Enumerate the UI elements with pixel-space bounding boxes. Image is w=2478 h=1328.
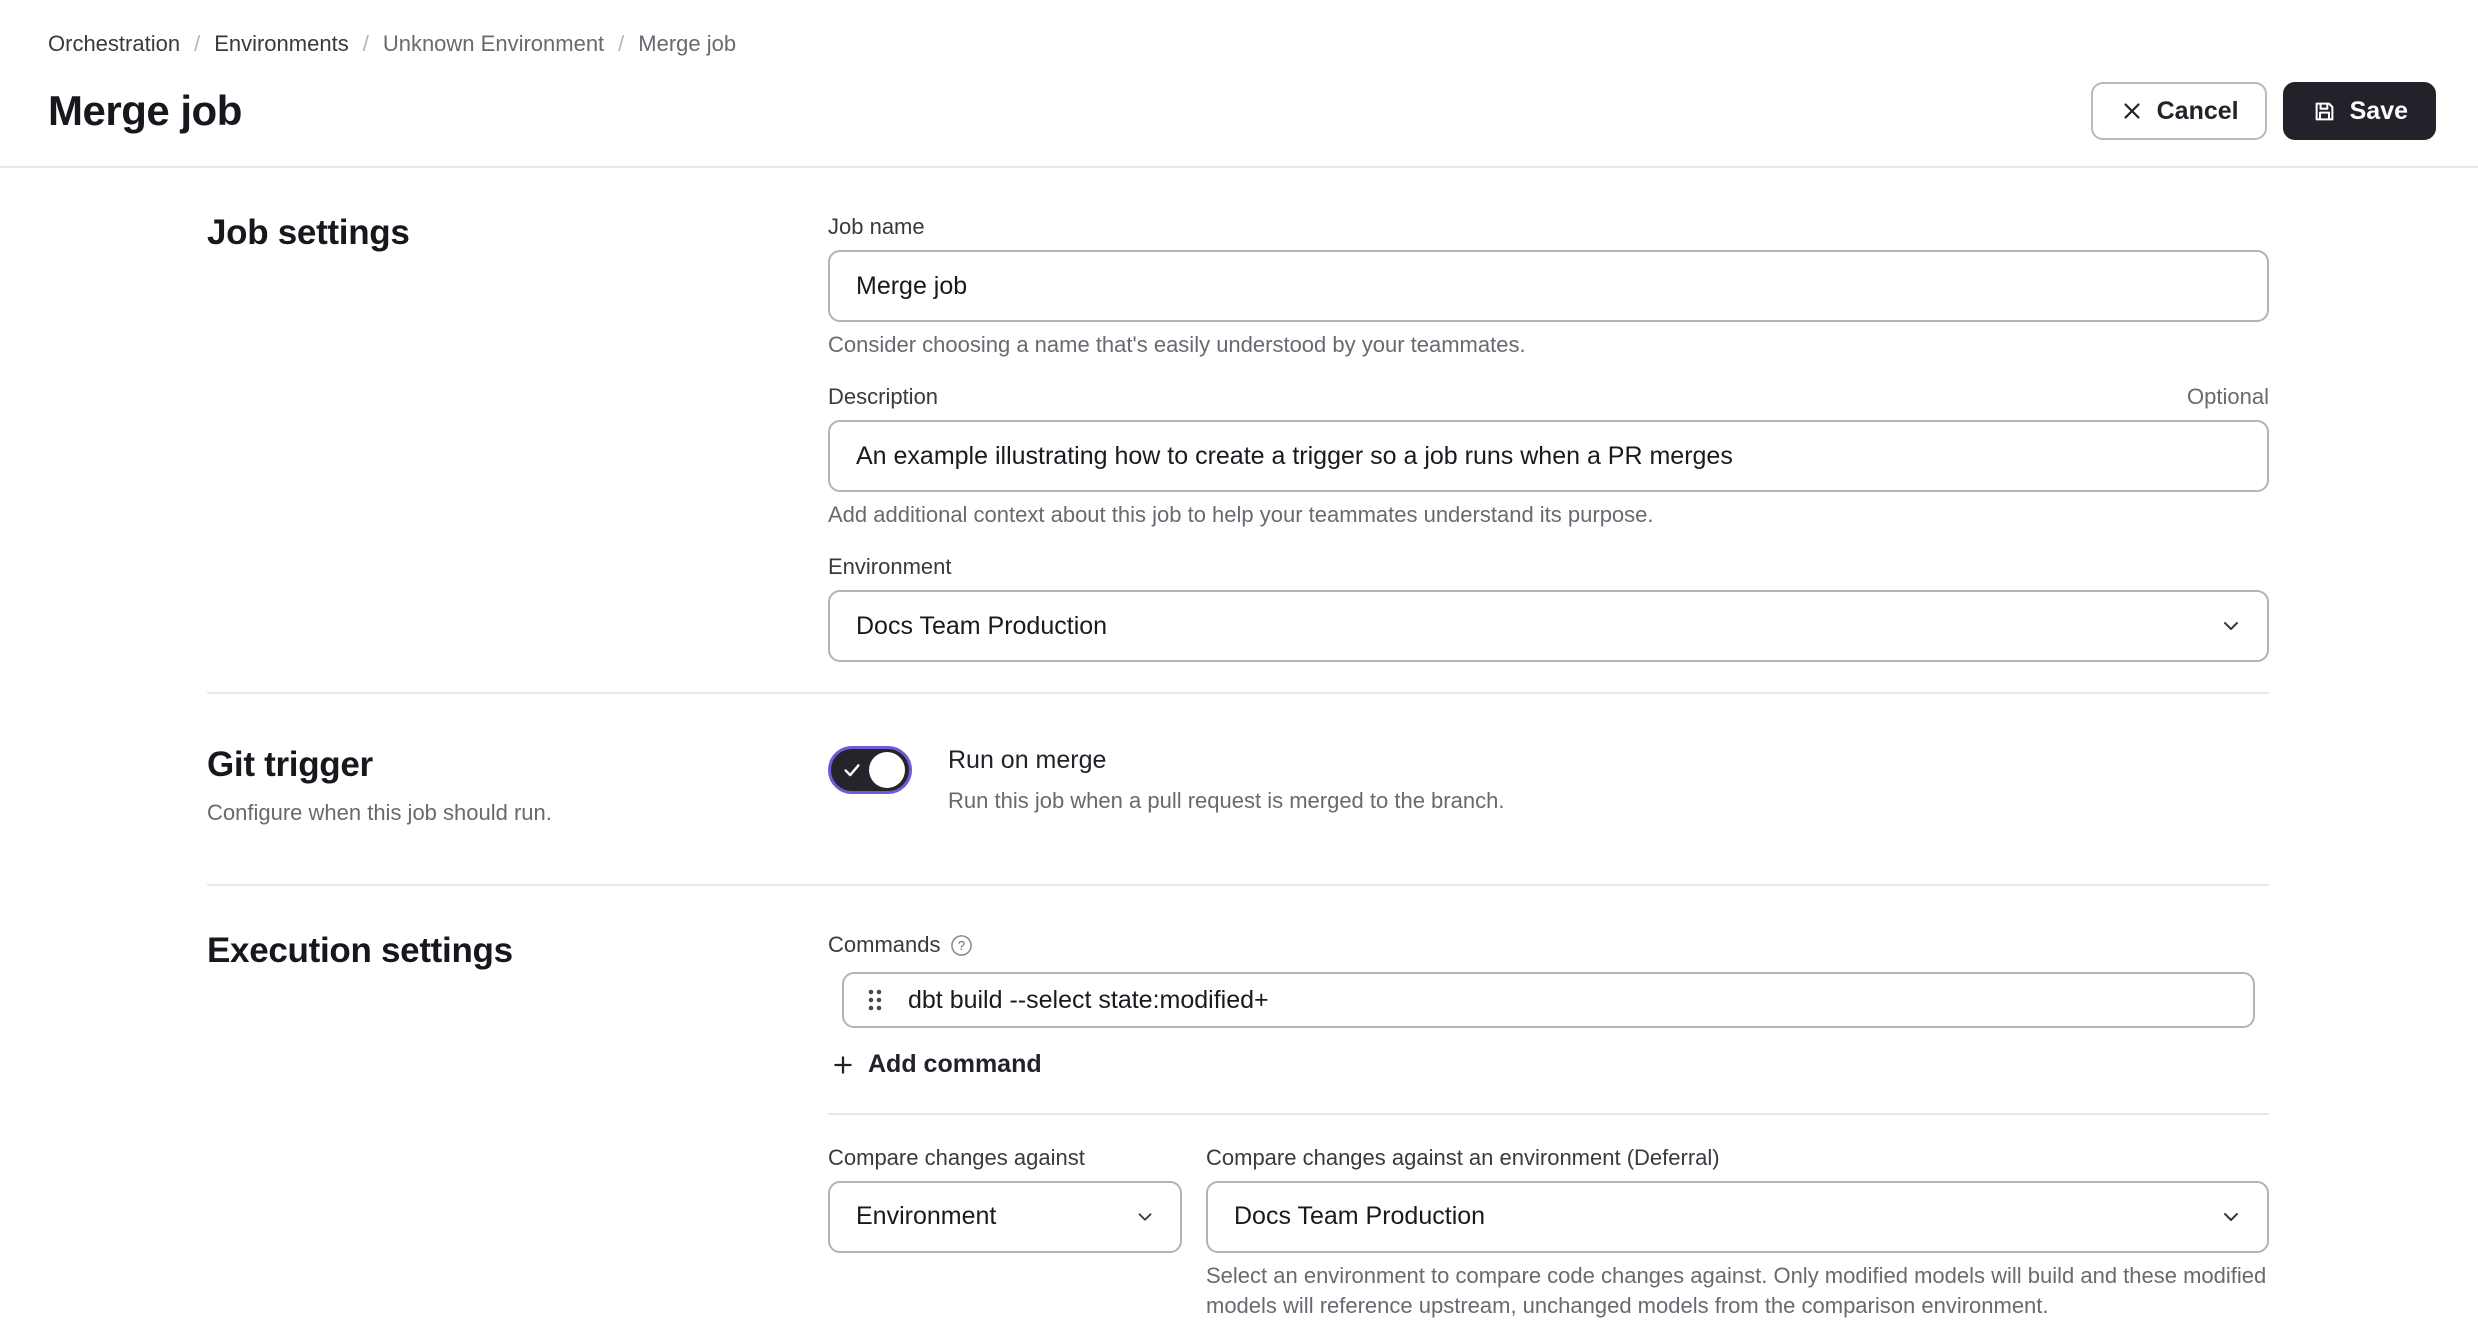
section-job-settings: [207, 168, 2269, 692]
compare-against-field-group: [828, 1143, 1182, 1321]
breadcrumb: [48, 28, 2436, 60]
run-on-merge-row: [828, 744, 2269, 816]
command-input[interactable]: dbt build --select state:modified+: [908, 985, 1269, 1014]
header-actions: [2091, 82, 2436, 140]
page-header: [0, 0, 2478, 168]
description-helper: Add additional context about this job to help your teammates understand its purpose.: [828, 502, 1654, 527]
commands-label: Commands: [828, 932, 941, 957]
description-label: Description: [828, 384, 939, 409]
breadcrumb-unknown-environment[interactable]: Unknown Environment: [382, 31, 605, 56]
run-on-merge-description: Run this job when a pull request is merged to the branch.: [948, 788, 1505, 813]
chevron-down-icon: [2219, 1205, 2243, 1229]
breadcrumb-environments[interactable]: Environments: [214, 31, 349, 56]
plus-icon: [830, 1052, 856, 1078]
deferral-helper: Select an environment to compare code changes against. Only modified models will build and these modified models will reference upstream, unchanged models from the comparison environment.: [1206, 1262, 2267, 1318]
breadcrumb-orchestration[interactable]: Orchestration: [48, 31, 181, 56]
close-icon: [2119, 98, 2145, 124]
breadcrumb-current-page: Merge job: [638, 31, 737, 56]
help-icon[interactable]: [950, 934, 973, 957]
compare-against-select[interactable]: [828, 1181, 1182, 1253]
environment-field-group: [828, 552, 2269, 662]
breadcrumb-separator: /: [194, 31, 201, 56]
deferral-select-value: Docs Team Production: [1234, 1202, 1486, 1230]
chevron-down-icon: [1134, 1206, 1156, 1228]
execution-settings-heading: Execution settings: [207, 931, 513, 970]
section-git-trigger: [207, 692, 2269, 884]
job-settings-form: [207, 168, 2269, 1328]
breadcrumb-separator: /: [618, 31, 625, 56]
drag-handle-icon[interactable]: [866, 986, 884, 1014]
description-optional-badge: Optional: [2187, 384, 2269, 409]
run-on-merge-toggle[interactable]: [828, 746, 912, 794]
command-row[interactable]: [842, 972, 2255, 1028]
deferral-environment-select[interactable]: [1206, 1181, 2269, 1253]
add-command-label: Add command: [868, 1050, 1042, 1078]
save-button-label: Save: [2349, 96, 2408, 125]
page-title: Merge job: [48, 87, 242, 134]
environment-select-value: Docs Team Production: [856, 611, 1108, 640]
add-command-button[interactable]: [830, 1050, 1042, 1079]
save-icon: [2311, 98, 2338, 125]
check-icon: [841, 759, 863, 781]
compare-against-label: Compare changes against: [828, 1144, 1085, 1170]
job-name-input[interactable]: [828, 250, 2269, 322]
save-button[interactable]: [2283, 82, 2436, 140]
run-on-merge-label: Run on merge: [948, 746, 1107, 774]
section-execution-settings: [207, 884, 2269, 1328]
description-field-group: [828, 382, 2269, 530]
toggle-knob: [869, 752, 905, 788]
execution-divider: [828, 1113, 2269, 1115]
svg-text:?: ?: [958, 937, 966, 953]
deferral-label: Compare changes against an environment (Deferral): [1206, 1144, 1720, 1170]
job-name-helper: Consider choosing a name that's easily understood by your teammates.: [828, 332, 1526, 357]
breadcrumb-separator: /: [362, 31, 369, 56]
description-input[interactable]: [828, 420, 2269, 492]
environment-select[interactable]: [828, 590, 2269, 662]
environment-label: Environment: [828, 554, 952, 579]
cancel-button-label: Cancel: [2156, 96, 2239, 125]
compare-against-select-value: Environment: [856, 1202, 997, 1230]
job-name-field-group: [828, 212, 2269, 360]
deferral-field-group: [1206, 1143, 2269, 1321]
git-trigger-heading: Git trigger: [207, 745, 373, 784]
chevron-down-icon: [2219, 614, 2243, 638]
git-trigger-subtext: Configure when this job should run.: [207, 800, 552, 825]
job-settings-heading: Job settings: [207, 213, 410, 252]
job-name-label: Job name: [828, 214, 925, 239]
cancel-button[interactable]: [2091, 82, 2267, 140]
